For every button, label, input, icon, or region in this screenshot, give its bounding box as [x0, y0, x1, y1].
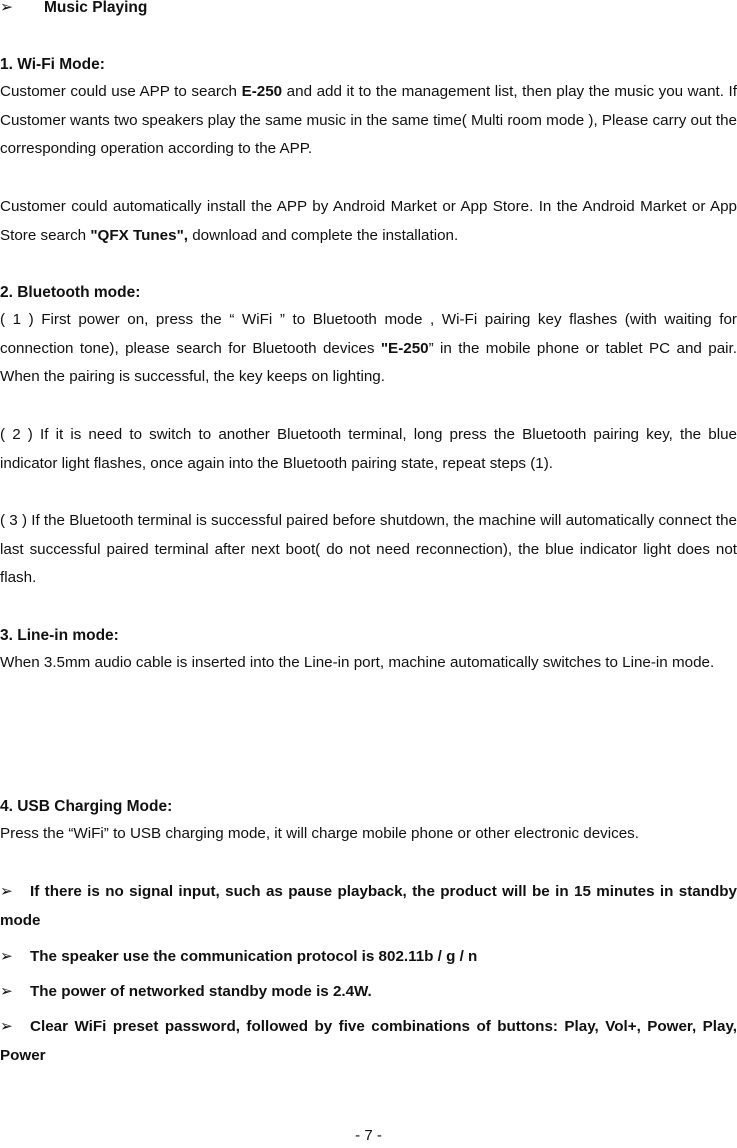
app-name: "QFX Tunes",: [90, 226, 188, 244]
model-name: E-250: [241, 83, 283, 100]
arrow-bullet-icon: ➢: [0, 0, 13, 16]
note-protocol: ➢ The speaker use the communication protocol is 802.11b / g / n: [0, 943, 737, 972]
usb-charging-mode-heading: 4. USB Charging Mode:: [0, 798, 173, 815]
device-name: "E-250: [380, 339, 429, 357]
bluetooth-step-2: ( 2 ) If it is need to switch to another Bluetooth terminal, long press the Bluetooth pairing key, the blue indicator light flashes, once again into the Bluetooth pairing state, repeat steps (1).: [0, 426, 737, 472]
arrow-bullet-icon: ➢: [0, 948, 13, 965]
usb-charging-mode-paragraph: Press the “WiFi” to USB charging mode, it will charge mobile phone or other electronic devices.: [0, 825, 639, 842]
note-standby: ➢ If there is no signal input, such as pause playback, the product will be in 15 minutes in standby mode: [0, 878, 737, 935]
bluetooth-step-3: ( 3 ) If the Bluetooth terminal is successful paired before shutdown, the machine will automatically connect the last successful paired terminal after next boot( do not need reconnection), the blue indicator light does not flash.: [0, 512, 737, 587]
bluetooth-step-1: ( 1 ) First power on, press the “ WiFi ” to Bluetooth mode , Wi-Fi pairing key flashes (with waiting for connection tone), please search for Bluetooth devices "E-250” in the mobile phone or tablet PC and pair. When the pairing is successful, the key keeps on lighting.: [0, 311, 737, 386]
wifi-mode-paragraph-2: Customer could automatically install the APP by Android Market or App Store. In the Android Market or App Store search "QFX Tunes", download and complete the installation.: [0, 198, 737, 244]
arrow-bullet-icon: ➢: [0, 883, 13, 900]
page-number: - 7 -: [355, 1127, 382, 1144]
note-standby-power: ➢ The power of networked standby mode is 2.4W.: [0, 978, 737, 1007]
arrow-bullet-icon: ➢: [0, 1018, 13, 1035]
wifi-mode-paragraph-1: Customer could use APP to search E-250 and add it to the management list, then play the music you want. If Customer wants two speakers play the same music in the same time( Multi room mode ), Please carry out the corresponding operation according to the APP.: [0, 83, 737, 158]
arrow-bullet-icon: ➢: [0, 983, 13, 1000]
line-in-mode-heading: 3. Line-in mode:: [0, 627, 119, 644]
section-title: ➢ Music Playing: [0, 0, 148, 16]
wifi-mode-heading: 1. Wi-Fi Mode:: [0, 56, 105, 73]
note-clear-wifi-password: ➢ Clear WiFi preset password, followed by five combinations of buttons: Play, Vol+, Power, Play, Power: [0, 1013, 737, 1070]
bluetooth-mode-heading: 2. Bluetooth mode:: [0, 284, 141, 301]
line-in-mode-paragraph: When 3.5mm audio cable is inserted into the Line-in port, machine automatically switches to Line-in mode.: [0, 654, 715, 671]
